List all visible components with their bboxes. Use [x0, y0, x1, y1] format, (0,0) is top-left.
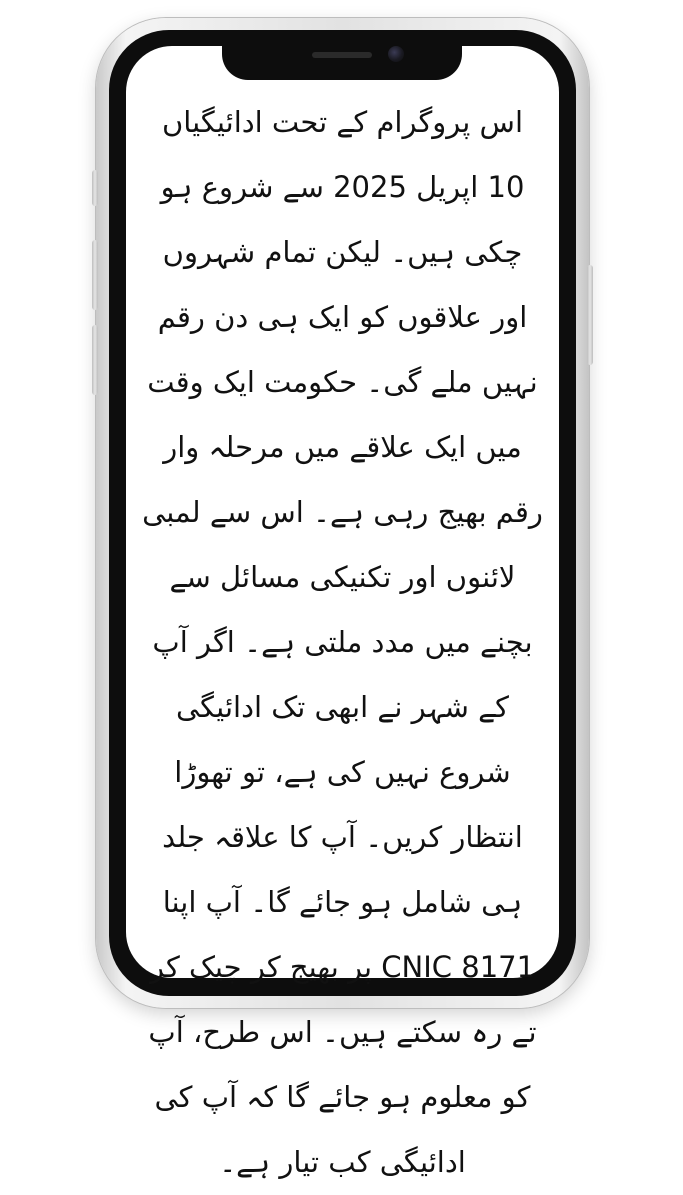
volume-up-button [92, 240, 98, 310]
front-camera-icon [388, 46, 404, 62]
silent-switch [92, 170, 98, 206]
power-button [587, 265, 593, 365]
volume-down-button [92, 325, 98, 395]
speaker-grille [312, 52, 372, 58]
article-text: اس پروگرام کے تحت ادائیگیاں 10 اپریل 2025 سے شروع ہو چکی ہیں۔ لیکن تمام شہروں اور علاقوں کو ایک ہی دن رقم نہیں ملے گی۔ حکومت ایک وقت میں ایک علاقے میں مرحلہ وار رقم بھیج رہی ہے۔ اس سے لمبی لائنوں اور تکنیکی مسائل سے بچنے میں مدد ملتی ہے۔ اگر آپ کے شہر نے ابھی تک ادائیگی شروع نہیں کی ہے، تو تھوڑا انتظار کریں۔ آپ کا علاقہ جلد ہی شامل ہو جائے گا۔ آپ اپنا CNIC 8171 پر بھیج کر چیک کر تے رہ سکتے ہیں۔ اس طرح، آپ کو معلوم ہو جائے گا کہ آپ کی ادائیگی کب تیار ہے۔ [142, 105, 543, 1179]
notch [222, 40, 462, 80]
article-body [126, 90, 559, 1195]
